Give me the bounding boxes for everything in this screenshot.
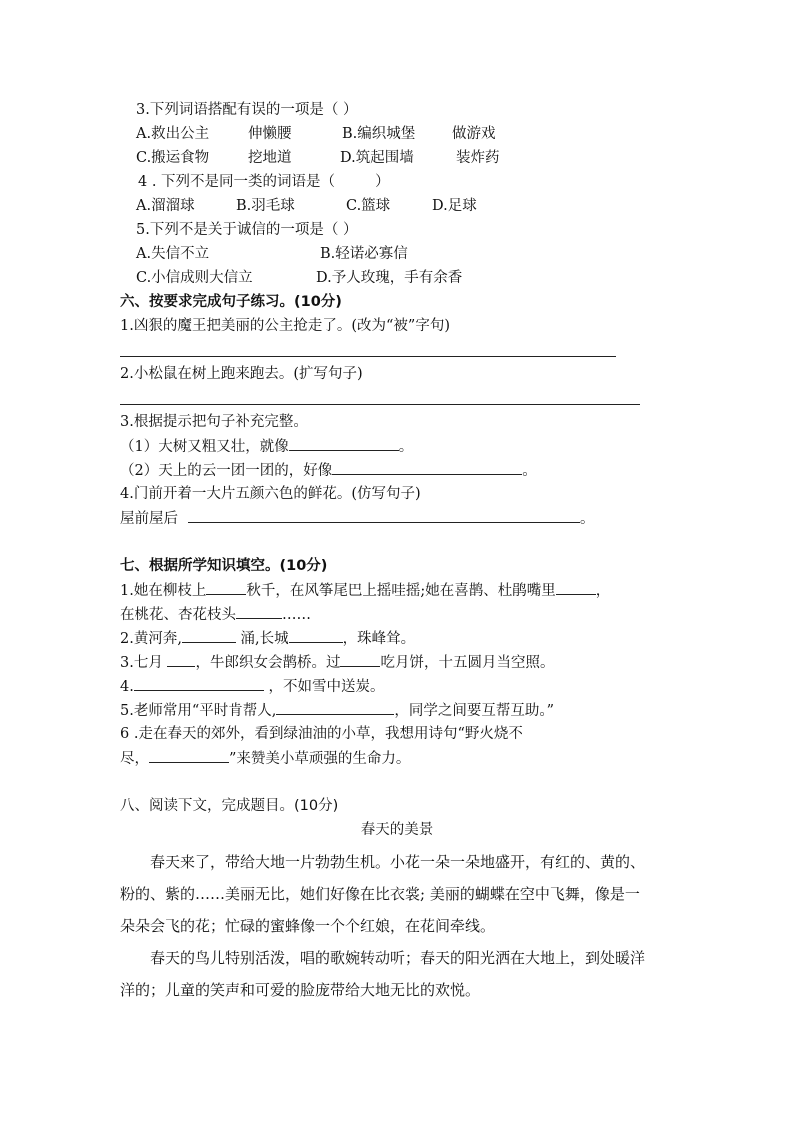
s6-item-3: 3.根据提示把句子补充完整。 bbox=[120, 414, 308, 430]
s7-line-3 bbox=[120, 628, 415, 649]
s7-line-3-a: 2.黄河奔, bbox=[120, 631, 182, 647]
s7-blank-3[interactable] bbox=[236, 604, 282, 619]
passage-p1-line-1: 春天来了，带给大地一片勃勃生机。小花一朵一朵地盛开，有红的、黄的、 bbox=[150, 853, 646, 871]
s7-line-1-c: ， bbox=[595, 583, 611, 599]
s7-blank-5[interactable] bbox=[289, 628, 343, 643]
s7-blank-9[interactable] bbox=[276, 700, 394, 715]
q4-option-b: B.羽毛球 bbox=[236, 198, 295, 214]
s6-item-4-end: 。 bbox=[580, 511, 595, 527]
s6-item-4-blank[interactable] bbox=[188, 508, 580, 523]
q3-option-a2: 伸懒腰 bbox=[248, 126, 292, 142]
passage-title: 春天的美景 bbox=[360, 822, 434, 838]
s7-blank-1[interactable] bbox=[206, 580, 246, 595]
section-7-heading: 七、根据所学知识填空。(10分) bbox=[120, 558, 328, 574]
s7-line-4 bbox=[120, 652, 554, 673]
s7-line-4-a: 3.七月 bbox=[120, 655, 168, 671]
s7-blank-7[interactable] bbox=[340, 652, 380, 667]
s7-line-8-a: 尽， bbox=[120, 751, 149, 767]
s7-blank-6[interactable] bbox=[167, 652, 195, 667]
s7-line-7: 6 .走在春天的郊外，看到绿油油的小草，我想用诗句“野火烧不 bbox=[120, 726, 523, 742]
s6-item-2: 2.小松鼠在树上跑来跑去。(扩写句子) bbox=[120, 366, 363, 382]
passage-p2-line-1: 春天的鸟儿特别活泼，唱的歌婉转动听；春天的阳光洒在大地上，到处暖洋 bbox=[150, 949, 646, 967]
s7-line-1-b: 秋千，在风筝尾巴上摇哇摇;她在喜鹊、杜鹃嘴里 bbox=[246, 583, 556, 599]
s6-item-3-2 bbox=[120, 460, 537, 481]
s6-item-4-prefix: 屋前屋后 bbox=[120, 511, 178, 527]
q5-stem: 5.下列不是关于诚信的一项是（ ） bbox=[136, 222, 358, 238]
s7-line-5-a: 4. bbox=[120, 679, 134, 695]
s7-line-6-b: ，同学之间要互帮互助。” bbox=[394, 703, 555, 719]
q4-option-a: A.溜溜球 bbox=[136, 198, 195, 214]
q3-option-c2: 挖地道 bbox=[248, 150, 292, 166]
s7-line-3-c: ，珠峰耸。 bbox=[342, 631, 416, 647]
s7-blank-2[interactable] bbox=[556, 580, 596, 595]
q5-option-c: C.小信成则大信立 bbox=[136, 270, 253, 286]
q3-option-c1: C.搬运食物 bbox=[136, 150, 210, 166]
s7-line-2-a: 在桃花、杏花枝头 bbox=[120, 607, 236, 623]
s6-item-3-1-end: 。 bbox=[398, 439, 414, 455]
s7-blank-10[interactable] bbox=[149, 748, 229, 763]
s6-item-3-2-text: （2）天上的云一团一团的，好像 bbox=[120, 463, 333, 479]
s7-blank-8[interactable] bbox=[134, 676, 264, 691]
q3-option-d2: 装炸药 bbox=[456, 150, 500, 166]
s7-blank-4[interactable] bbox=[182, 628, 236, 643]
s6-item-3-2-end: 。 bbox=[522, 463, 537, 479]
s7-line-6 bbox=[120, 700, 554, 721]
passage-p2-line-2: 洋的；儿童的笑声和可爱的脸庞带给大地无比的欢悦。 bbox=[120, 981, 481, 999]
q5-option-a: A.失信不立 bbox=[136, 246, 210, 262]
q3-option-a1: A.救出公主 bbox=[136, 126, 210, 142]
s6-item-3-1-text: （1）大树又粗又壮，就像 bbox=[120, 439, 289, 455]
s7-line-2-b: …… bbox=[282, 607, 311, 623]
s6-item-3-1-blank[interactable] bbox=[289, 436, 399, 451]
s6-item-1: 1.凶狠的魔王把美丽的公主抢走了。(改为“被”字句) bbox=[120, 318, 450, 334]
section-6-heading: 六、按要求完成句子练习。(10分) bbox=[120, 294, 342, 310]
s7-line-5-b: ，不如雪中送炭。 bbox=[263, 679, 385, 695]
s7-line-8-b: ”来赞美小草顽强的生命力。 bbox=[229, 751, 411, 767]
q5-option-b: B.轻诺必寡信 bbox=[320, 246, 408, 262]
s7-line-3-b: 涌,长城 bbox=[235, 631, 289, 647]
s6-item-2-answer-line[interactable] bbox=[120, 404, 640, 405]
q3-option-b2: 做游戏 bbox=[452, 126, 496, 142]
s7-line-8 bbox=[120, 748, 410, 769]
q5-option-d: D.予人玫瑰，手有余香 bbox=[316, 270, 463, 286]
q3-stem: 3.下列词语搭配有误的一项是（ ） bbox=[136, 102, 358, 118]
q4-stem-close: ） bbox=[375, 174, 390, 190]
s6-item-1-answer-line[interactable] bbox=[120, 356, 616, 357]
q3-option-d1: D.筑起围墙 bbox=[340, 150, 414, 166]
q4-option-d: D.足球 bbox=[432, 198, 477, 214]
s7-line-1-a: 1.她在柳枝上 bbox=[120, 583, 207, 599]
passage-p1-line-2: 粉的、紫的……美丽无比，她们好像在比衣裳; 美丽的蝴蝶在空中飞舞，像是一 bbox=[120, 885, 640, 903]
q4-option-c: C.篮球 bbox=[346, 198, 391, 214]
s6-item-4-answer bbox=[120, 508, 595, 529]
passage-p1-line-3: 朵朵会飞的花；忙碌的蜜蜂像一个个红娘，在花间牵线。 bbox=[120, 917, 496, 935]
q3-option-b1: B.编织城堡 bbox=[342, 126, 416, 142]
s6-item-3-1 bbox=[120, 436, 413, 457]
s6-item-3-2-blank[interactable] bbox=[332, 460, 522, 475]
s6-item-4: 4.门前开着一大片五颜六色的鲜花。(仿写句子) bbox=[120, 486, 421, 502]
s7-line-4-c: 吃月饼，十五圆月当空照。 bbox=[380, 655, 555, 671]
s7-line-5 bbox=[120, 676, 384, 697]
q4-stem-text: 4 . 下列不是同一类的词语是（ bbox=[138, 174, 336, 190]
s7-line-4-b: ，牛郎织女会鹊桥。过 bbox=[195, 655, 341, 671]
section-8-heading: 八、阅读下文，完成题目。(10分) bbox=[120, 798, 339, 814]
q4-stem bbox=[138, 172, 390, 192]
s7-line-1 bbox=[120, 580, 610, 601]
s7-line-2 bbox=[120, 604, 311, 625]
s7-line-6-a: 5.老师常用“平时肯帮人, bbox=[120, 703, 277, 719]
